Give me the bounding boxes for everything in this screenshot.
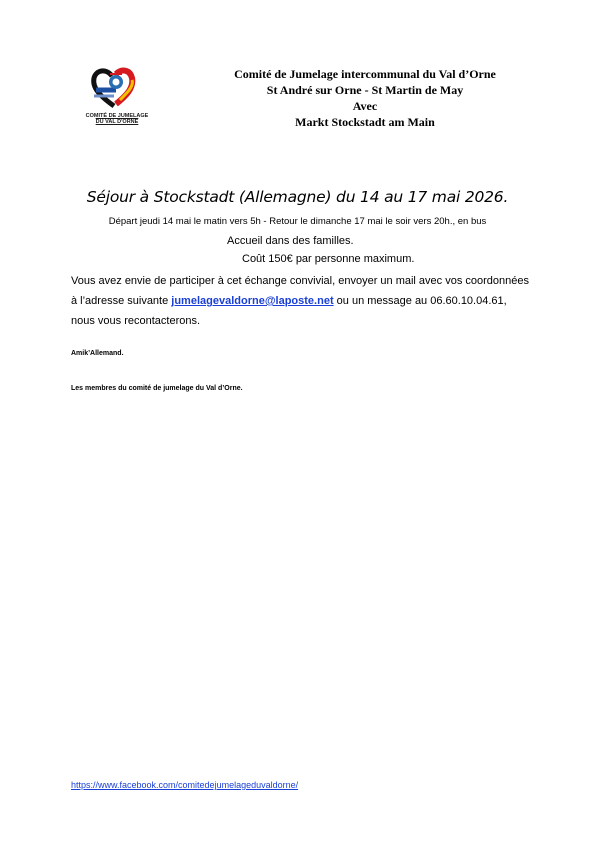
logo-caption-line1: COMITÉ DE JUMELAGE [85,113,149,119]
header-avec: Avec [352,99,378,113]
cost-info: Coût 150€ par personne maximum. [242,253,415,265]
paragraph-text-start: Vous avez envie de participer à cet échange convivial, envoyer un mail avec vos coordonnées à l’adresse suivante [71,275,529,307]
paragraph-text-end: ou un message au 06.60.10.04.61, nous vous recontacterons. [71,295,507,327]
signature: Amik’Allemand. [71,350,124,357]
departure-info: Départ jeudi 14 mai le matin vers 5h - Retour le dimanche 17 mai le soir vers 20h., en bus [108,216,487,227]
letterhead [200,66,530,130]
header-partner: Markt Stockstadt am Main [295,115,435,129]
email-link[interactable]: jumelagevaldorne@laposte.net [171,295,334,307]
logo-caption [78,113,156,125]
heart-flags-icon [80,60,154,112]
facebook-link[interactable]: https://www.facebook.com/comitedejumelageduvaldorne/ [71,780,299,790]
logo-caption-line2: DU VAL D'ORNE [95,119,139,125]
header-committee: Comité de Jumelage intercommunal du Val d’Orne [234,67,496,81]
header-towns: St André sur Orne - St Martin de May [266,83,464,97]
members-signoff: Les membres du comité de jumelage du Val d’Orne. [71,385,243,392]
contact-paragraph [71,271,531,331]
hosting-info: Accueil dans des familles. [227,235,354,247]
page-title: Séjour à Stockstadt (Allemagne) du 14 au 17 mai 2026. [86,188,509,206]
